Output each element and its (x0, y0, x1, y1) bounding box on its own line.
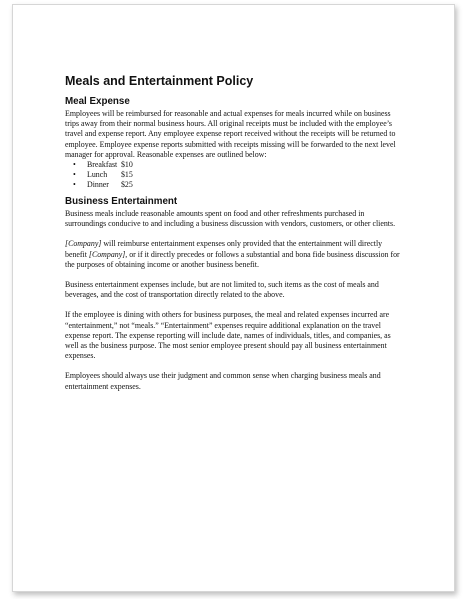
list-item (73, 170, 405, 180)
entertainment-paragraph-3: Business entertainment expenses include, but are not limited to, such items as the cost of meals and beverages, and the cost of transportation directly related to the above. (65, 280, 379, 300)
document-page (12, 4, 455, 592)
page-title: Meals and Entertainment Policy (65, 74, 254, 88)
list-item (73, 160, 405, 170)
list-item (73, 180, 405, 190)
meal-name: Lunch (87, 170, 108, 180)
entertainment-paragraph-4: If the employee is dining with others for business purposes, the meal and related expenses incurred are “entertainment,” not “meals.” “Entertainment” expenses require additional explanation on the travel expense report. The expense reporting will include date, names of individuals, titles, and companies, as well as the business purpose. The most senior employee present should pay all business entertainment expenses. (65, 310, 391, 361)
meal-amount: $15 (120, 170, 133, 180)
entertainment-paragraph-5: Employees should always use their judgment and common sense when charging business meals and entertainment expenses. (65, 371, 381, 391)
section-heading-business-entertainment: Business Entertainment (65, 196, 178, 208)
meal-expense-intro: Employees will be reimbursed for reasonable and actual expenses for meals incurred while on business trips away from their normal business hours. All original receipts must be included with the employee’s travel and expense report. Any employee expense report received without the receipts will be returned to employee. Employee expense reports submitted with receipts missing will be forwarded to the next level manager for approval. Reasonable expenses are outlined below: (65, 109, 396, 159)
entertainment-paragraph-2 (65, 239, 405, 270)
meal-allowance-list (65, 160, 405, 190)
section-heading-meal-expense: Meal Expense (65, 96, 130, 107)
document-content (65, 74, 405, 392)
paragraph-text: , or if it directly precedes or follows a substantial and bona fide business discussion for the purposes of obtaining income or another business benefit. (65, 249, 400, 269)
company-placeholder: [Company] (65, 239, 102, 249)
company-placeholder: [Company] (88, 249, 126, 259)
entertainment-paragraph-1: Business meals include reasonable amounts spent on food and other refreshments purchased in surroundings conducive to and including a business discussion with vendors, customers, or other clients. (65, 209, 396, 229)
meal-amount: $10 (120, 160, 133, 170)
bullet-icon: • (73, 160, 76, 170)
meal-name: Breakfast (87, 160, 118, 170)
bullet-icon: • (73, 180, 76, 190)
meal-amount: $25 (120, 180, 133, 190)
meal-name: Dinner (87, 180, 109, 190)
paragraph-text: will reimburse entertainment expenses only provided that the entertainment will directly benefit (65, 239, 383, 259)
bullet-icon: • (73, 170, 76, 180)
